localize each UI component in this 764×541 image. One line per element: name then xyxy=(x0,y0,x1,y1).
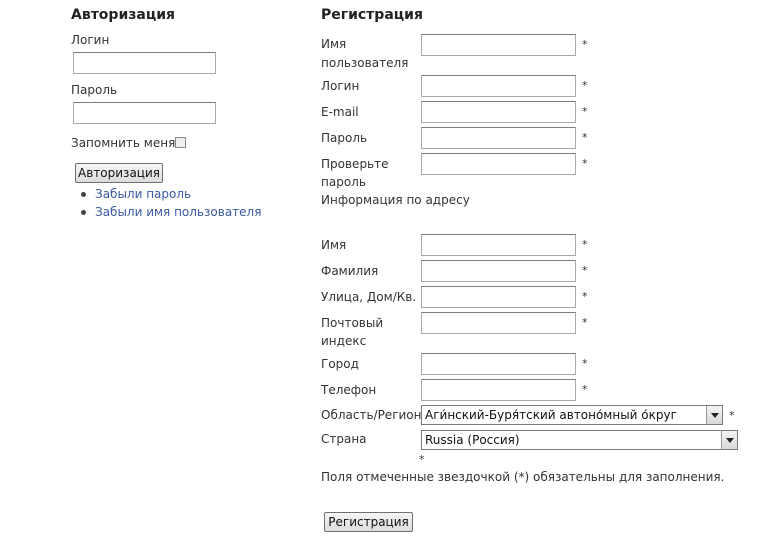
required-mark: * xyxy=(582,316,588,329)
register-title: Регистрация xyxy=(321,7,423,23)
required-mark: * xyxy=(582,264,588,277)
last-name-label: Фамилия xyxy=(321,264,379,278)
remember-label: Запомнить меня xyxy=(71,136,176,150)
reg-login-label: Логин xyxy=(321,79,360,93)
username-label: Логин xyxy=(71,33,110,47)
login-links xyxy=(79,185,261,221)
remember-checkbox[interactable] xyxy=(175,137,186,148)
required-mark: * xyxy=(582,357,588,370)
region-select[interactable] xyxy=(421,405,723,425)
country-select-value: Russia (Россия) xyxy=(425,433,520,447)
zip-label: Почтовый xyxy=(321,316,384,330)
reg-password-label: Пароль xyxy=(321,131,368,145)
region-label: Область/Регион xyxy=(321,408,422,422)
required-mark: * xyxy=(729,409,735,422)
reg-email-input[interactable] xyxy=(421,101,576,123)
zip-input[interactable] xyxy=(421,312,576,334)
city-input[interactable] xyxy=(421,353,576,375)
first-name-label: Имя xyxy=(321,238,347,252)
address-heading: Информация по адресу xyxy=(321,193,470,207)
list-item xyxy=(79,185,261,203)
last-name-input[interactable] xyxy=(421,260,576,282)
region-select-value: Аги́нский-Буря́тский автоно́мный о́круг xyxy=(425,408,677,422)
login-title: Авторизация xyxy=(71,7,176,23)
street-label: Улица, Дом/Кв. xyxy=(321,290,417,304)
zip-label-cont: индекс xyxy=(321,334,367,348)
required-mark: * xyxy=(582,290,588,303)
country-select[interactable] xyxy=(421,430,738,450)
chevron-down-icon[interactable] xyxy=(721,431,737,449)
password-label: Пароль xyxy=(71,83,118,97)
required-mark: * xyxy=(582,131,588,144)
reg-login-input[interactable] xyxy=(421,75,576,97)
reg-name-input[interactable] xyxy=(421,34,576,56)
first-name-input[interactable] xyxy=(421,234,576,256)
list-item xyxy=(79,203,261,221)
required-mark: * xyxy=(582,38,588,51)
phone-input[interactable] xyxy=(421,379,576,401)
password-input[interactable] xyxy=(73,102,216,124)
reg-email-label: E-mail xyxy=(321,105,359,119)
reg-password-input[interactable] xyxy=(421,127,576,149)
reg-verify-input[interactable] xyxy=(421,153,576,175)
country-label: Страна xyxy=(321,432,367,446)
required-mark: * xyxy=(582,79,588,92)
reg-verify-label-cont: пароль xyxy=(321,175,366,189)
required-mark: * xyxy=(582,238,588,251)
reg-verify-label: Проверьте xyxy=(321,157,389,171)
required-mark: * xyxy=(419,453,425,466)
required-note: Поля отмеченные звездочкой (*) обязательны для заполнения. xyxy=(321,470,725,484)
username-input[interactable] xyxy=(73,52,216,74)
forgot-password-link[interactable]: Забыли пароль xyxy=(95,187,192,201)
register-button[interactable]: Регистрация xyxy=(324,512,413,532)
login-button[interactable]: Авторизация xyxy=(75,163,163,183)
name-label: Имя xyxy=(321,37,347,51)
street-input[interactable] xyxy=(421,286,576,308)
required-mark: * xyxy=(582,157,588,170)
chevron-down-icon[interactable] xyxy=(706,406,722,424)
required-mark: * xyxy=(582,383,588,396)
required-mark: * xyxy=(582,105,588,118)
city-label: Город xyxy=(321,357,359,371)
forgot-username-link[interactable]: Забыли имя пользователя xyxy=(95,205,262,219)
name-label-cont: пользователя xyxy=(321,56,409,70)
phone-label: Телефон xyxy=(321,383,377,397)
